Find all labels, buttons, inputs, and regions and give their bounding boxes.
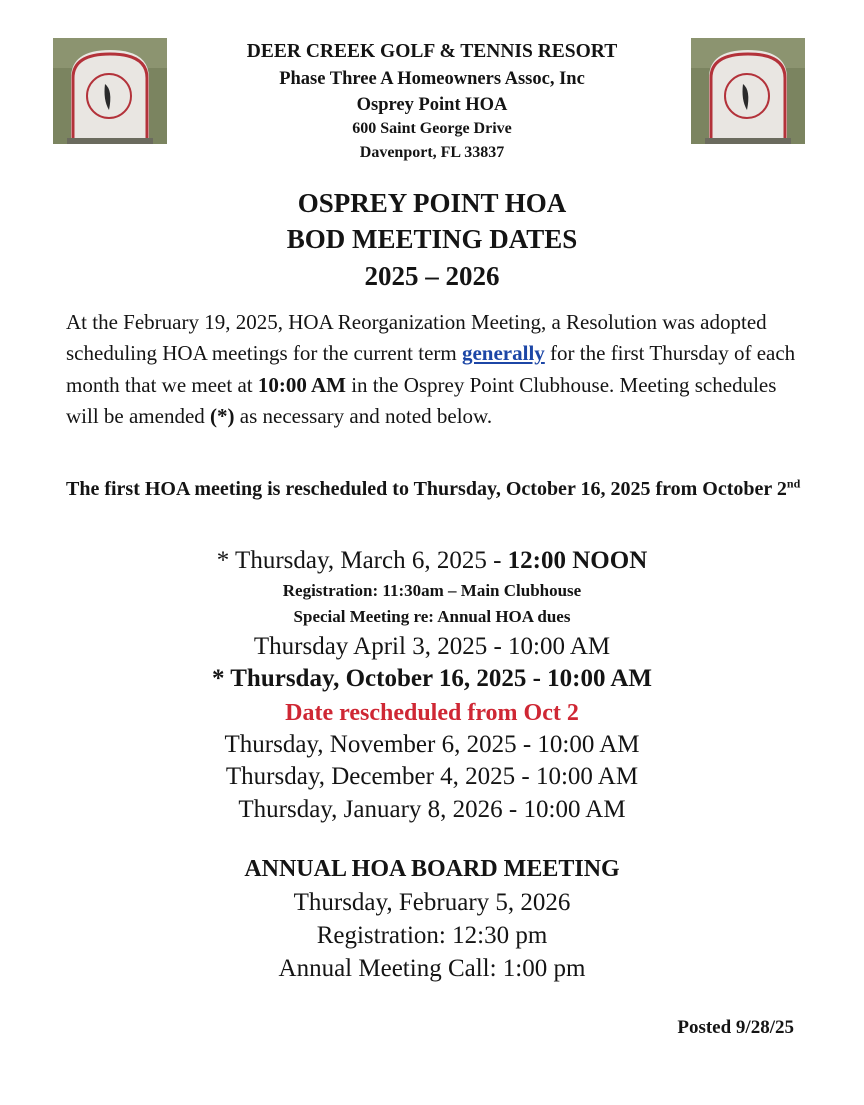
document-title-years: 2025 – 2026 bbox=[364, 261, 500, 291]
meeting-time: 10:00 AM bbox=[257, 372, 346, 397]
annual-meeting-title: ANNUAL HOA BOARD MEETING bbox=[244, 856, 620, 882]
resort-name: DEER CREEK GOLF & TENNIS RESORT bbox=[246, 41, 618, 62]
document-title-line2: BOD MEETING DATES bbox=[286, 224, 578, 254]
meeting-january-8: Thursday, January 8, 2026 - 10:00 AM bbox=[238, 796, 626, 823]
meeting-october-16: * Thursday, October 16, 2025 - 10:00 AM bbox=[211, 665, 653, 692]
meeting-march-6 bbox=[0, 545, 864, 577]
intro-text-1: At the February 19, 2025, HOA Reorganization Meeting, a Resolution was adopted scheduling HOA meetings for the current term bbox=[66, 310, 767, 366]
meeting-april-3: Thursday April 3, 2025 - 10:00 AM bbox=[253, 633, 611, 660]
reschedule-note: Date rescheduled from Oct 2 bbox=[285, 700, 579, 726]
generally-link[interactable]: generally bbox=[461, 341, 545, 366]
meeting-march-6-time: 12:00 NOON bbox=[507, 547, 648, 574]
city-state-zip: Davenport, FL 33837 bbox=[359, 144, 505, 161]
meeting-march-6-note: Special Meeting re: Annual HOA dues bbox=[293, 607, 571, 626]
street-address: 600 Saint George Drive bbox=[352, 120, 512, 137]
annual-meeting-registration: Registration: 12:30 pm bbox=[316, 922, 548, 949]
amended-marker: (*) bbox=[210, 404, 235, 429]
association-name: Phase Three A Homeowners Assoc, Inc bbox=[279, 69, 585, 89]
intro-paragraph bbox=[66, 307, 806, 433]
meeting-march-6-registration: Registration: 11:30am – Main Clubhouse bbox=[282, 581, 582, 600]
reschedule-notice bbox=[66, 474, 806, 504]
annual-meeting-date: Thursday, February 5, 2026 bbox=[293, 889, 571, 916]
intro-text-3: in the Osprey Point Clubhouse. Meeting schedules will be amended bbox=[66, 372, 777, 429]
hoa-name: Osprey Point HOA bbox=[356, 95, 508, 115]
posted-date: Posted 9/28/25 bbox=[677, 1017, 794, 1038]
meeting-march-6-date: * Thursday, March 6, 2025 - bbox=[216, 547, 508, 574]
annual-meeting-call: Annual Meeting Call: 1:00 pm bbox=[278, 955, 586, 982]
meeting-december-4: Thursday, December 4, 2025 - 10:00 AM bbox=[225, 763, 639, 790]
intro-text-2: for the first Thursday of each month that we meet at bbox=[66, 341, 796, 397]
ordinal-suffix: nd bbox=[786, 476, 801, 491]
reschedule-notice-text: The first HOA meeting is rescheduled to Thursday, October 16, 2025 from October 2 bbox=[66, 478, 787, 500]
intro-text-4: as necessary and noted below. bbox=[234, 404, 493, 429]
meeting-november-6: Thursday, November 6, 2025 - 10:00 AM bbox=[224, 731, 640, 758]
document-title-line1: OSPREY POINT HOA bbox=[297, 188, 567, 218]
